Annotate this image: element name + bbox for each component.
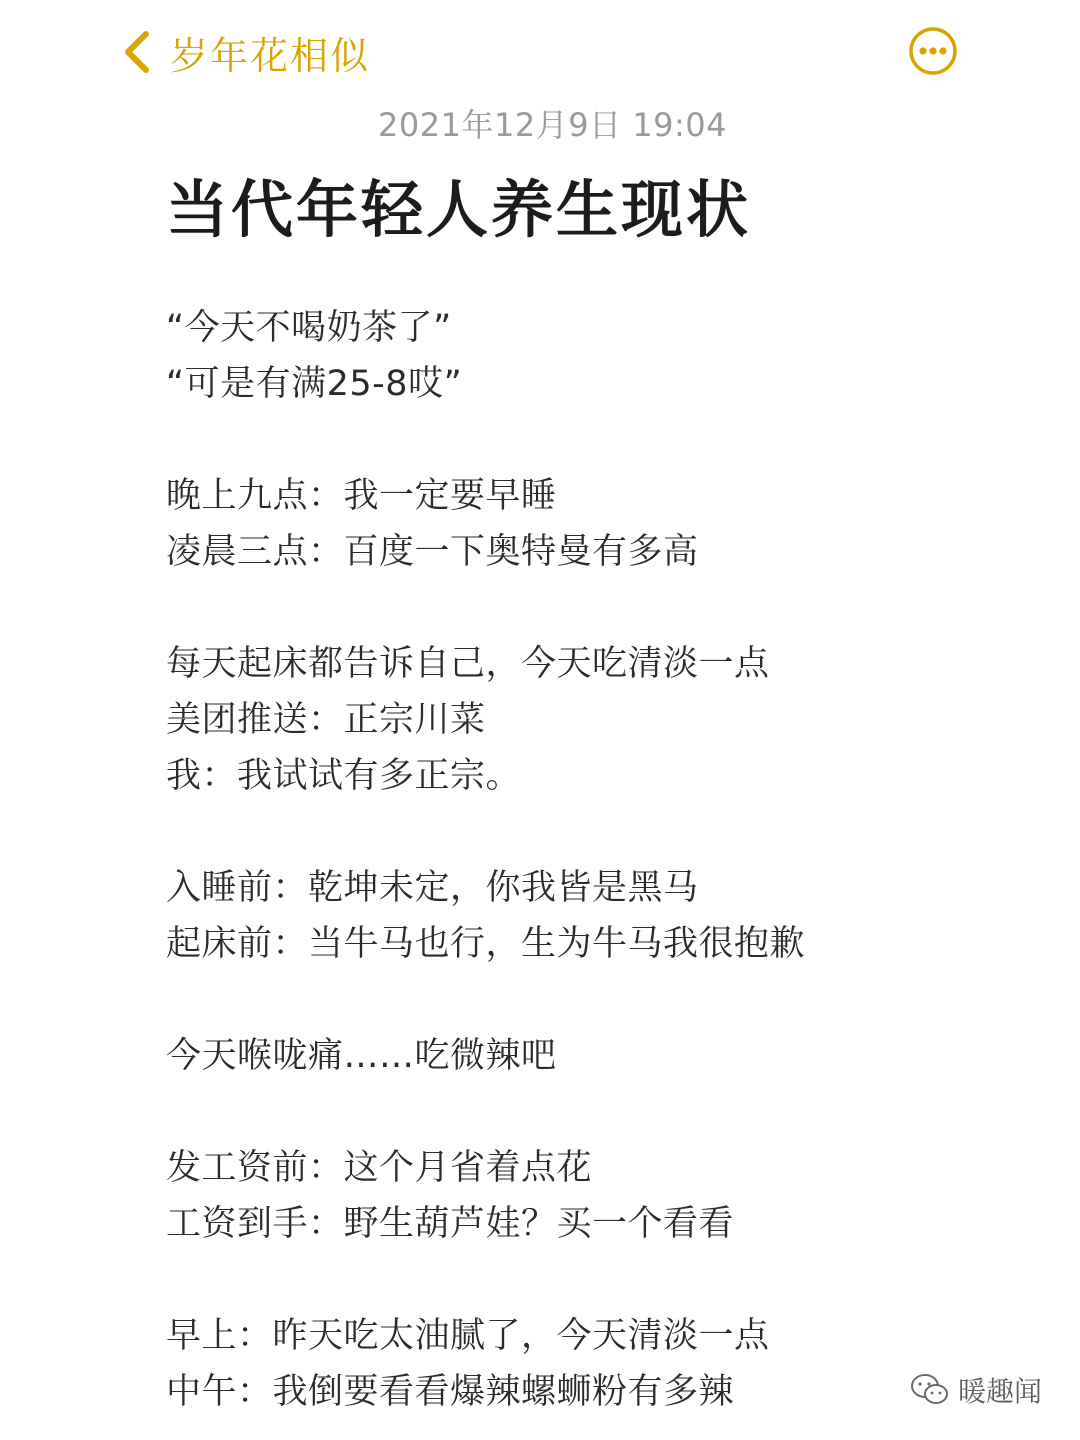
- blank-line: [166, 412, 986, 468]
- note-line: “可是有满25-8哎”: [166, 364, 463, 404]
- watermark: [910, 1370, 1042, 1410]
- note-line: 工资到手：野生葫芦娃？买一个看看: [166, 1204, 735, 1244]
- blank-line: [166, 1084, 986, 1140]
- note-line: 凌晨三点：百度一下奥特曼有多高: [166, 532, 699, 572]
- note-line: “今天不喝奶茶了”: [166, 308, 452, 348]
- ellipsis-circle-icon: [908, 61, 958, 80]
- note-line: 起床前：当牛马也行，生为牛马我很抱歉: [166, 924, 806, 964]
- note-line: 发工资前：这个月省着点花: [166, 1148, 593, 1188]
- note-line: 今天喉咙痛……吃微辣吧: [166, 1036, 557, 1076]
- chevron-left-icon: [120, 24, 164, 80]
- note-title: 当代年轻人养生现状: [166, 173, 752, 246]
- note-line: 美团推送：正宗川菜: [166, 700, 486, 740]
- navigation-bar: [0, 24, 1080, 80]
- note-line: 每天起床都告诉自己，今天吃清淡一点: [166, 644, 770, 684]
- blank-line: [166, 580, 986, 636]
- blank-line: [166, 804, 986, 860]
- watermark-text: 暖趣闻: [957, 1375, 1042, 1408]
- note-line: 入睡前：乾坤未定，你我皆是黑马: [166, 868, 699, 908]
- back-button[interactable]: [120, 24, 370, 80]
- more-options-button[interactable]: [908, 26, 958, 76]
- note-timestamp: 2021年12月9日 19:04: [378, 106, 727, 144]
- blank-line: [166, 1252, 986, 1308]
- blank-line: [166, 972, 986, 1028]
- back-button-label: 岁年花相似: [170, 33, 371, 78]
- note-line: 中午：我倒要看看爆辣螺蛳粉有多辣: [166, 1372, 735, 1412]
- note-line: 晚上九点：我一定要早睡: [166, 476, 557, 516]
- note-body[interactable]: [166, 300, 986, 1420]
- note-line: 我：我试试有多正宗。: [166, 756, 522, 796]
- wechat-icon: [910, 1372, 950, 1408]
- note-line: 早上：昨天吃太油腻了，今天清淡一点: [166, 1316, 770, 1356]
